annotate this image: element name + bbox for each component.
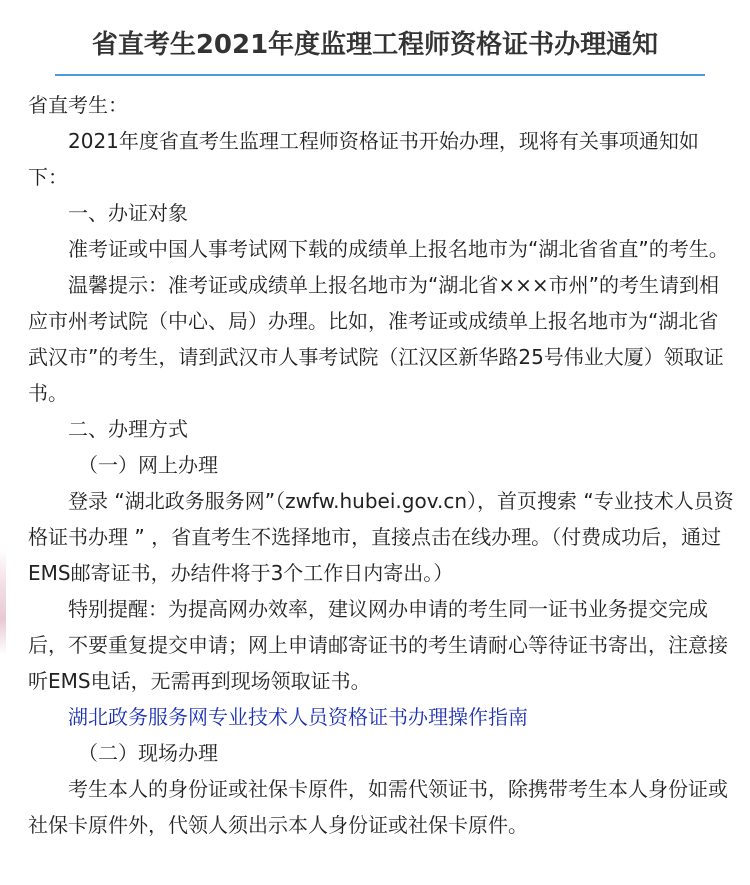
online-reminder: 特别提醒：为提高网办效率，建议网办申请的考生同一证书业务提交完成后，不要重复提交申请；网上申请邮寄证书的考生请耐心等待证书寄出，注意接听EMS电话，无需再到现场领取证书。	[28, 597, 728, 693]
onsite-heading: （二）现场办理	[78, 741, 218, 765]
section1-body: 准考证或中国人事考试网下载的成绩单上报名地市为“湖北省省直”的考生。	[68, 237, 729, 261]
online-body: 登录 “湖北政务服务网”（zwfw.hubei.gov.cn），首页搜索 “专业技术人员资格证书办理 ” ，省直考生不选择地市，直接点击在线办理。（付费成功后，通过EMS邮寄证书，办结件将于3个工作日内寄出。）	[28, 489, 734, 585]
intro-paragraph: 2021年度省直考生监理工程师资格证书开始办理，现将有关事项通知如下：	[28, 129, 699, 189]
onsite-body: 考生本人的身份证或社保卡原件，如需代领证书，除携带考生本人身份证或社保卡原件外，代领人须出示本人身份证或社保卡原件。	[28, 777, 728, 837]
left-edge-decoration	[0, 0, 6, 885]
section2-heading: 二、办理方式	[68, 417, 188, 441]
section1-tip: 温馨提示：准考证或成绩单上报名地市为“湖北省×××市州”的考生请到相应市州考试院（中心、局）办理。比如，准考证或成绩单上报名地市为“湖北省武汉市”的考生，请到武汉市人事考试院（江汉区新华路25号伟业大厦）领取证书。	[28, 273, 724, 405]
section1-heading: 一、办证对象	[68, 201, 188, 225]
page-title: 省直考生2021年度监理工程师资格证书办理通知	[91, 30, 659, 61]
notice-body	[28, 87, 738, 843]
guide-link-paragraph	[28, 699, 738, 735]
salutation: 省直考生：	[28, 93, 128, 117]
online-heading: （一）网上办理	[78, 453, 218, 477]
title-divider	[55, 74, 705, 76]
guide-link[interactable]: 湖北政务服务网专业技术人员资格证书办理操作指南	[68, 705, 528, 729]
